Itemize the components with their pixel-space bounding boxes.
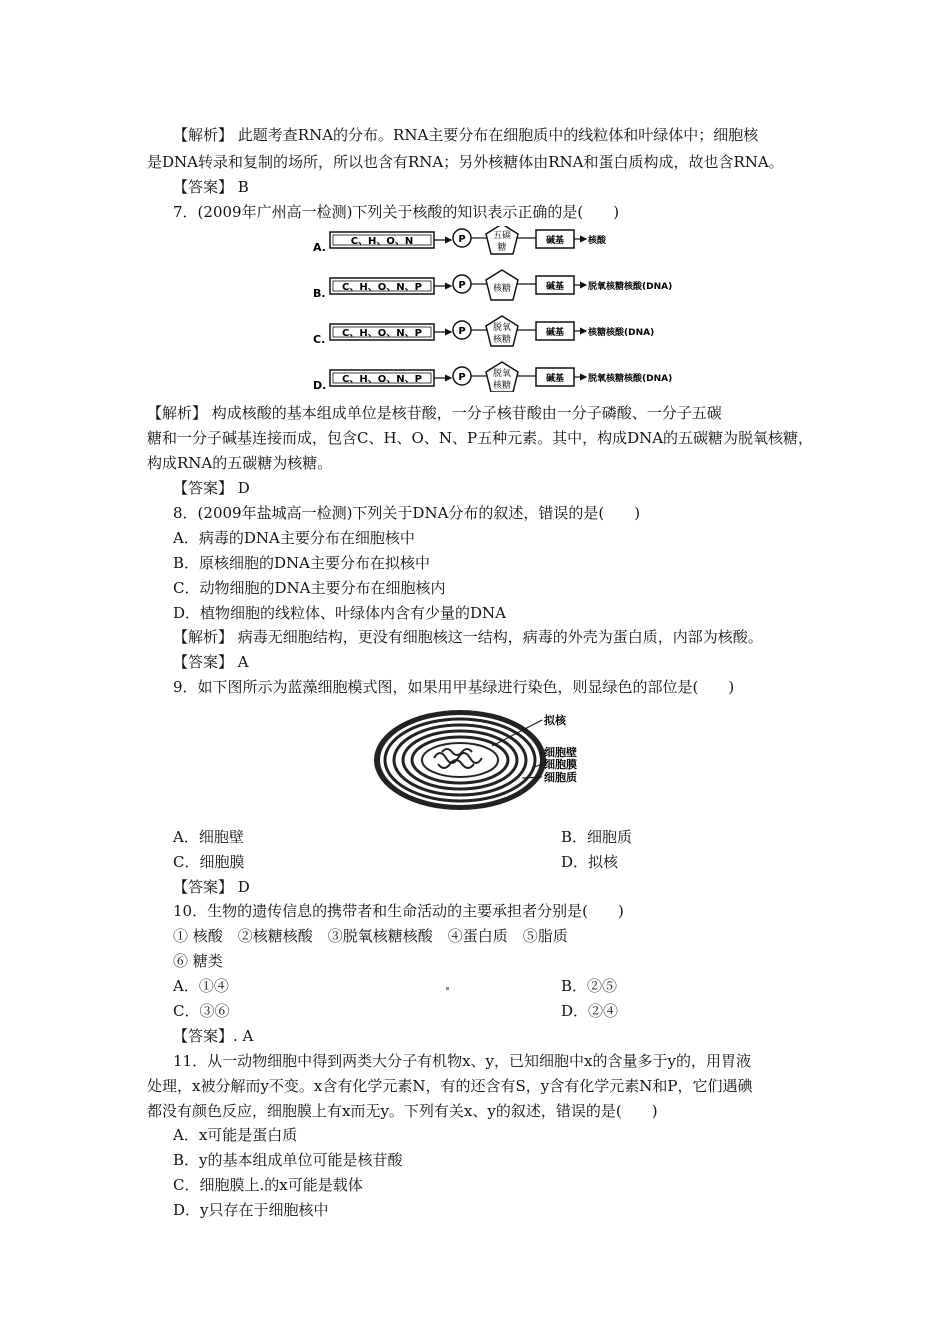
phosphate-label: P: [458, 234, 466, 245]
base-label: 碱基: [545, 328, 565, 338]
option-letter: B.: [313, 287, 326, 300]
question-9-option-a: A．细胞壁: [173, 828, 244, 846]
option-letter: A.: [313, 241, 326, 254]
cell-label: 细胞壁: [544, 746, 577, 759]
analysis-7-line3: 构成RNA的五碳糖为核糖。: [147, 454, 333, 472]
question-10-option-d: D．②④: [561, 1002, 619, 1020]
question-8-option-a: A．病毒的DNA主要分布在细胞核中: [173, 529, 415, 547]
phosphate-label: P: [458, 326, 466, 337]
product-label: 核糖核酸(DNA): [588, 328, 655, 338]
analysis-6-line1: 【解析】 此题考查RNA的分布。RNA主要分布在细胞质中的线粒体和叶绿体中；细胞核: [173, 126, 759, 144]
question-9: 9．如下图所示为蓝藻细胞模式图，如果用甲基绿进行染色，则显绿色的部位是( ): [173, 678, 735, 696]
sugar-label: 核糖: [492, 284, 512, 294]
product-label: 脱氧核糖核酸(DNA): [588, 374, 673, 384]
phosphate-label: P: [458, 280, 466, 291]
question-11-line3: 都没有颜色反应，细胞膜上有x而无y。下列有关x、y的叙述，错误的是( ): [147, 1102, 658, 1120]
cell-label: 细胞膜: [544, 758, 577, 771]
question-9-option-b: B．细胞质: [561, 828, 633, 846]
question-8-option-d: D．植物细胞的线粒体、叶绿体内含有少量的DNA: [173, 604, 507, 622]
answer-10: 【答案】. A: [173, 1027, 254, 1045]
question-9-option-c: C．细胞膜: [173, 853, 245, 871]
option-letter: C.: [313, 333, 326, 346]
answer-7: 【答案】 D: [173, 479, 250, 497]
product-label: 核酸: [588, 236, 607, 246]
question-11-line2: 处理，x被分解而y不变。x含有化学元素N，有的还含有S，y含有化学元素N和P，它们遇碘: [147, 1077, 753, 1095]
cyanobacteria-figure: [372, 706, 612, 814]
sugar-label-2: 核糖: [492, 381, 512, 391]
option-c-diagram: [313, 316, 654, 346]
question-10-option-a: A．①④: [173, 977, 229, 995]
cell-label: 细胞质: [544, 771, 577, 784]
question-7: 7．(2009年广州高一检测)下列关于核酸的知识表示正确的是( ): [173, 203, 620, 221]
sugar-label: 脱氧: [492, 369, 512, 379]
sugar-label: 脱氧: [492, 323, 512, 333]
phosphate-label: P: [458, 372, 466, 383]
answer-9: 【答案】 D: [173, 878, 250, 896]
base-label: 碱基: [545, 236, 565, 246]
base-label: 碱基: [545, 282, 565, 292]
question-10-statements-2: ⑥ 糖类: [173, 952, 223, 970]
question-11-option-b: B．y的基本组成单位可能是核苷酸: [173, 1151, 403, 1169]
sugar-label-2: 核糖: [492, 335, 512, 345]
analysis-7-line1: 【解析】 构成核酸的基本组成单位是核苷酸，一分子核苷酸由一分子磷酸、一分子五碳: [147, 404, 722, 422]
elements-label: C、H、O、N、P: [342, 328, 422, 339]
analysis-6-line2: 是DNA转录和复制的场所，所以也含有RNA；另外核糖体由RNA和蛋白质构成，故也含RNA。: [147, 153, 784, 171]
question-11-option-a: A．x可能是蛋白质: [173, 1126, 298, 1144]
cell-label: 拟核: [544, 714, 566, 727]
question-11-line1: 11．从一动物细胞中得到两类大分子有机物x、y，已知细胞中x的含量多于y的，用胃液: [173, 1052, 751, 1070]
product-label: 脱氧核糖核酸(DNA): [588, 282, 673, 292]
sugar-label: 五碳: [492, 231, 512, 241]
option-b-diagram: [313, 270, 672, 300]
analysis-7-line2: 糖和一分子碱基连接而成，包含C、H、O、N、P五种元素。其中，构成DNA的五碳糖为脱氧核糖，: [147, 429, 814, 447]
question-11-option-c: C．细胞膜上.的x可能是载体: [173, 1176, 363, 1194]
question-11-option-d: D．y只存在于细胞核中: [173, 1201, 329, 1219]
cell-body: [374, 710, 546, 810]
nucleic-acid-figure: [310, 226, 690, 392]
answer-6: 【答案】 B: [173, 178, 249, 196]
elements-label: C、H、O、N、P: [342, 374, 422, 385]
base-label: 碱基: [545, 374, 565, 384]
stray-dot: [446, 987, 449, 990]
option-letter: D.: [313, 379, 327, 392]
answer-8: 【答案】 A: [173, 653, 249, 671]
question-9-option-d: D．拟核: [561, 853, 619, 871]
question-10-statements-1: ① 核酸 ②核糖核酸 ③脱氧核糖核酸 ④蛋白质 ⑤脂质: [173, 927, 568, 945]
question-10-option-b: B．②⑤: [561, 977, 618, 995]
option-a-diagram: [313, 226, 607, 254]
sugar-label-2: 糖: [497, 243, 507, 253]
question-8: 8．(2009年盐城高一检测)下列关于DNA分布的叙述，错误的是( ): [173, 504, 641, 522]
option-d-diagram: [313, 362, 672, 392]
elements-label: C、H、O、N、P: [342, 282, 422, 293]
question-10: 10．生物的遗传信息的携带者和生命活动的主要承担者分别是( ): [173, 902, 624, 920]
question-8-option-b: B．原核细胞的DNA主要分布在拟核中: [173, 554, 431, 572]
elements-label: C、H、O、N: [350, 236, 414, 247]
analysis-8: 【解析】 病毒无细胞结构，更没有细胞核这一结构，病毒的外壳为蛋白质，内部为核酸。: [173, 628, 763, 646]
question-8-option-c: C．动物细胞的DNA主要分布在细胞核内: [173, 579, 446, 597]
question-10-option-c: C．③⑥: [173, 1002, 230, 1020]
